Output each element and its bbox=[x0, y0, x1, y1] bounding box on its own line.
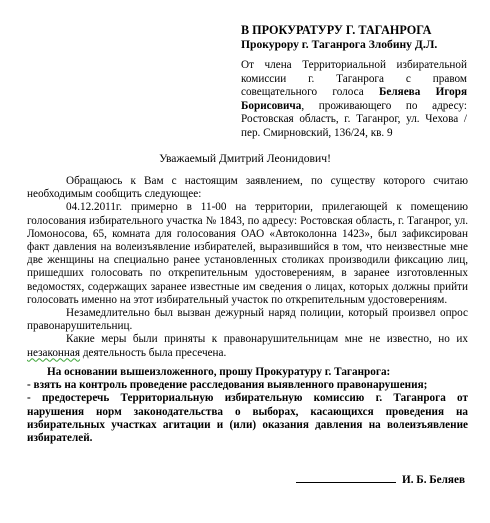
request-item-1: - взять на контроль проведение расследования выявленного правонарушения; bbox=[27, 379, 428, 392]
header-sender bbox=[241, 59, 467, 141]
measures-text-start: Какие меры были приняты к правонарушительницам мне не известно, но их bbox=[66, 333, 468, 346]
signature-name: И. Б. Беляев bbox=[402, 474, 465, 486]
measures-text-end: деятельность была пресечена. bbox=[80, 346, 227, 359]
sender-address: , проживающего по адресу: Ростовская область, г. Таганрог, ул. Чехова / пер. Смирновский, 136/24, кв. 9 bbox=[241, 99, 467, 139]
sender-intro: От члена Территориальной избирательной комиссии г. Таганрога с правом совещательного голоса bbox=[241, 59, 467, 99]
paragraph-incident: 04.12.2011г. примерно в 11-00 на территории, прилегающей к помещению голосования избирательного участка № 1843, по адресу: Ростовская область, г. Таганрог, ул. Ломоносова, 65, комната для голосования ОАО «Автоколонна 1423», был зафиксирован факт давления на волеизъявление избирателей, выразившийся в том, что неизвестные мне две женщины на специально ранее установленных столиках производили фиксацию лиц, пришедших голосовать по открепительным удостоверениям, в заранее изготовленных ведомостях, содержащих заранее известные им сведения о лицах, которых должны прийти голосовать именно на этот избирательный участок по открепительным удостоверениям. bbox=[27, 201, 468, 306]
sender-name: Беляева Игоря Борисовича bbox=[241, 86, 467, 112]
paragraph-police: Незамедлительно был вызван дежурный наряд полиции, который произвел опрос правонарушительниц. bbox=[27, 307, 468, 333]
request-block bbox=[27, 366, 468, 445]
signature-line bbox=[296, 482, 396, 483]
request-lead: На основании вышеизложенного, прошу Прокуратуру г. Таганрога: bbox=[47, 366, 391, 378]
grammar-marked-word: незаконная bbox=[27, 346, 81, 359]
addressee-block bbox=[241, 23, 467, 141]
paragraph-intro: Обращаюсь к Вам с настоящим заявлением, по существу которого считаю необходимым сообщить следующее: bbox=[27, 175, 468, 201]
signature-block bbox=[296, 474, 468, 487]
paragraph-measures bbox=[27, 333, 468, 359]
header-addressee: Прокурору г. Таганрога Злобину Д.Л. bbox=[241, 38, 438, 51]
statement-body bbox=[27, 175, 468, 360]
salutation: Уважаемый Дмитрий Леонидович! bbox=[159, 152, 331, 165]
header-title: В ПРОКУРАТУРУ Г. ТАГАНРОГА bbox=[241, 23, 432, 37]
request-item-2: - предостеречь Территориальную избирательную комиссию г. Таганрога от нарушения норм законодательства о выборах, касающихся проведения на избирательных участках агитации и (или) оказания давления на волеизъявление избирателей. bbox=[27, 392, 468, 445]
